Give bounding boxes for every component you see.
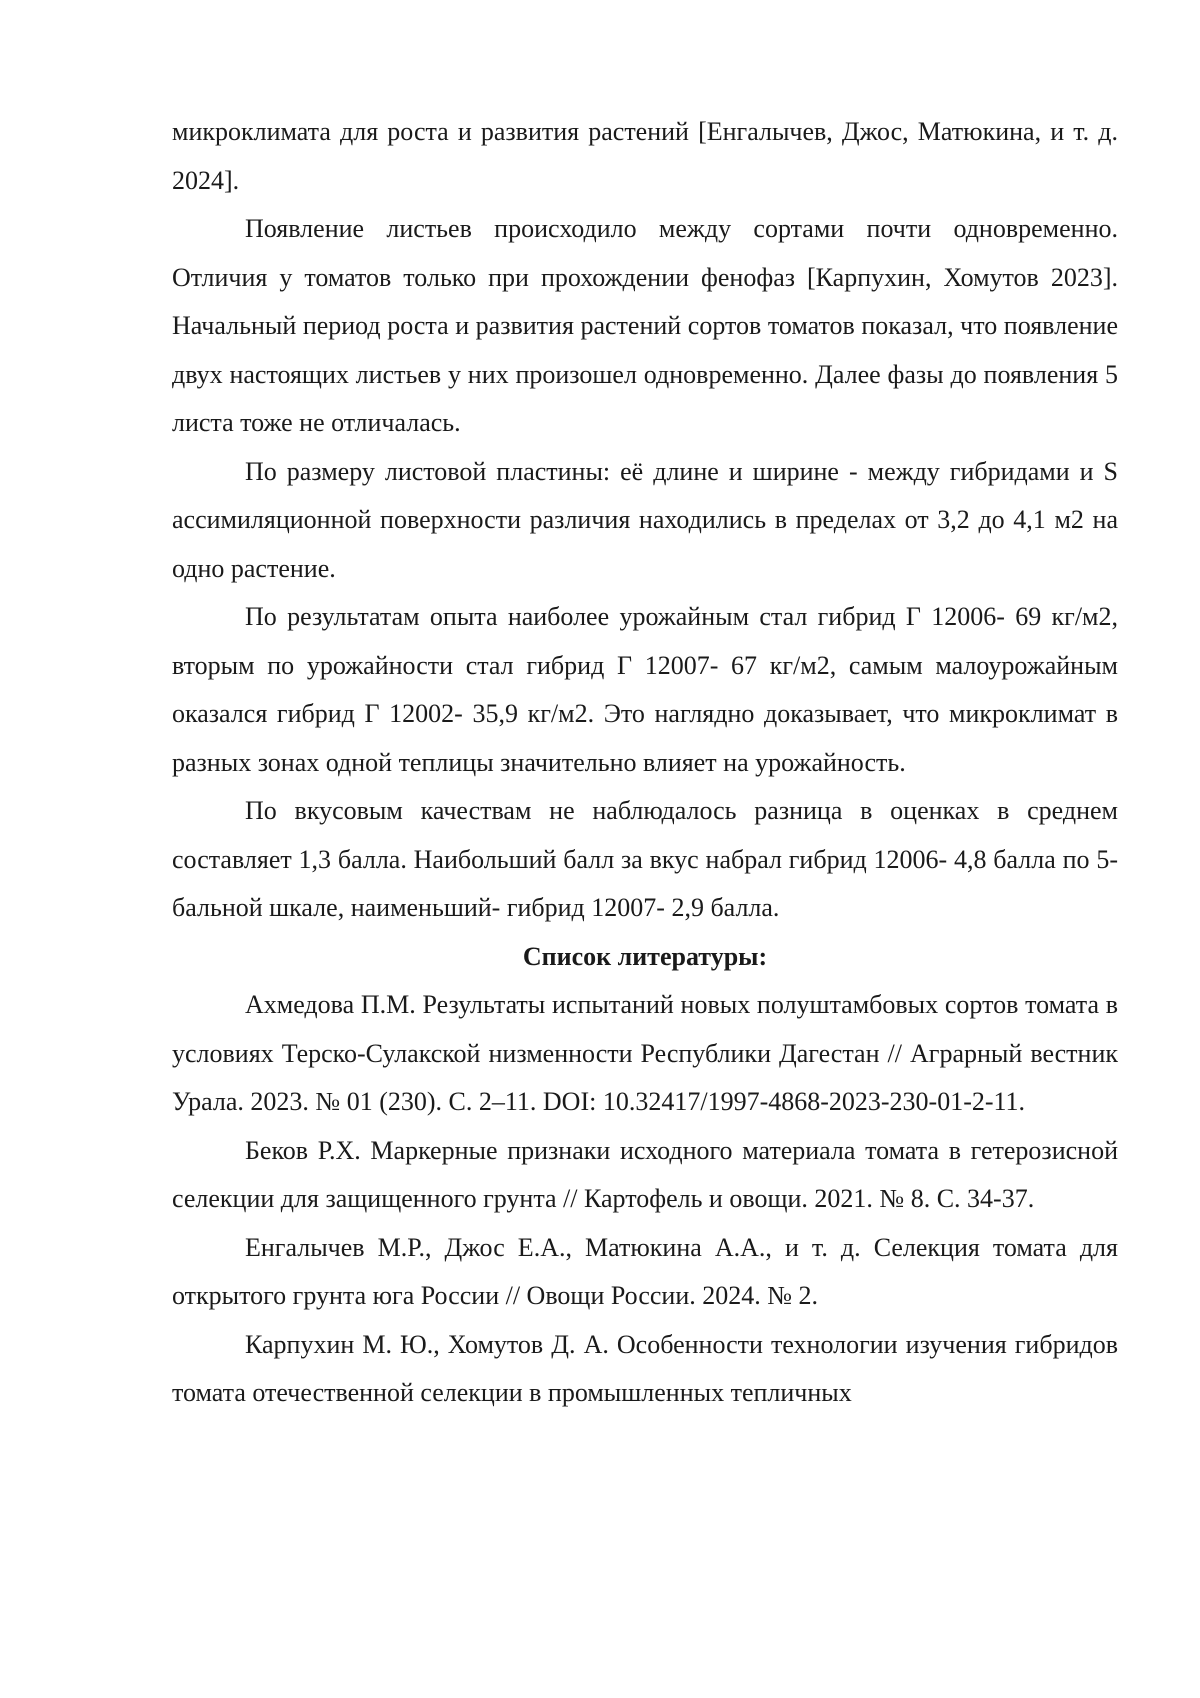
reference-item-2: Беков Р.Х. Маркерные признаки исходного материала томата в гетерозисной селекции для защищенного грунта // Картофель и овощи. 2021. № 8. С. 34-37.	[172, 1135, 1118, 1213]
body-paragraph-yield: По результатам опыта наиболее урожайным стал гибрид Г 12006- 69 кг/м2, вторым по урожайности стал гибрид Г 12007- 67 кг/м2, самым малоурожайным оказался гибрид Г 12002- 35,9 кг/м2. Это наглядно доказывает, что микроклимат в разных зонах одной теплицы значительно влияет на урожайность.	[172, 602, 1118, 777]
reference-item-3: Енгалычев М.Р., Джос Е.А., Матюкина А.А., и т. д. Селекция томата для открытого грунта юга России // Овощи России. 2024. № 2.	[172, 1232, 1118, 1310]
body-paragraph-continued: микроклимата для роста и развития растений [Енгалычев, Джос, Матюкина, и т. д. 2024].	[172, 117, 1118, 195]
body-paragraph-taste: По вкусовым качествам не наблюдалось разница в оценках в среднем составляет 1,3 балла. Наибольший балл за вкус набрал гибрид 12006- 4,8 балла по 5-бальной шкале, наименьший- гибрид 12007- 2,9 балла.	[172, 796, 1118, 922]
reference-item-1: Ахмедова П.М. Результаты испытаний новых полуштамбовых сортов томата в условиях Терско-Сулакской низменности Республики Дагестан // Аграрный вестник Урала. 2023. № 01 (230). С. 2–11. DOI: 10.32417/1997-4868-2023-230-01-2-11.	[172, 990, 1118, 1116]
reference-item-4: Карпухин М. Ю., Хомутов Д. А. Особенности технологии изучения гибридов томата отечественной селекции в промышленных тепличных	[172, 1329, 1118, 1407]
document-page	[172, 108, 1118, 1418]
references-heading: Список литературы:	[522, 941, 768, 971]
body-paragraph-leaf-size: По размеру листовой пластины: её длине и ширине - между гибридами и S ассимиляционной поверхности различия находились в пределах от 3,2 до 4,1 м2 на одно растение.	[172, 456, 1118, 583]
body-paragraph-leaf-emergence: Появление листьев происходило между сортами почти одновременно. Отличия у томатов только при прохождении фенофаз [Карпухин, Хомутов 2023]. Начальный период роста и развития растений сортов томатов показал, что появление двух настоящих листьев у них произошел одновременно. Далее фазы до появления 5 листа тоже не отличалась.	[172, 214, 1118, 437]
